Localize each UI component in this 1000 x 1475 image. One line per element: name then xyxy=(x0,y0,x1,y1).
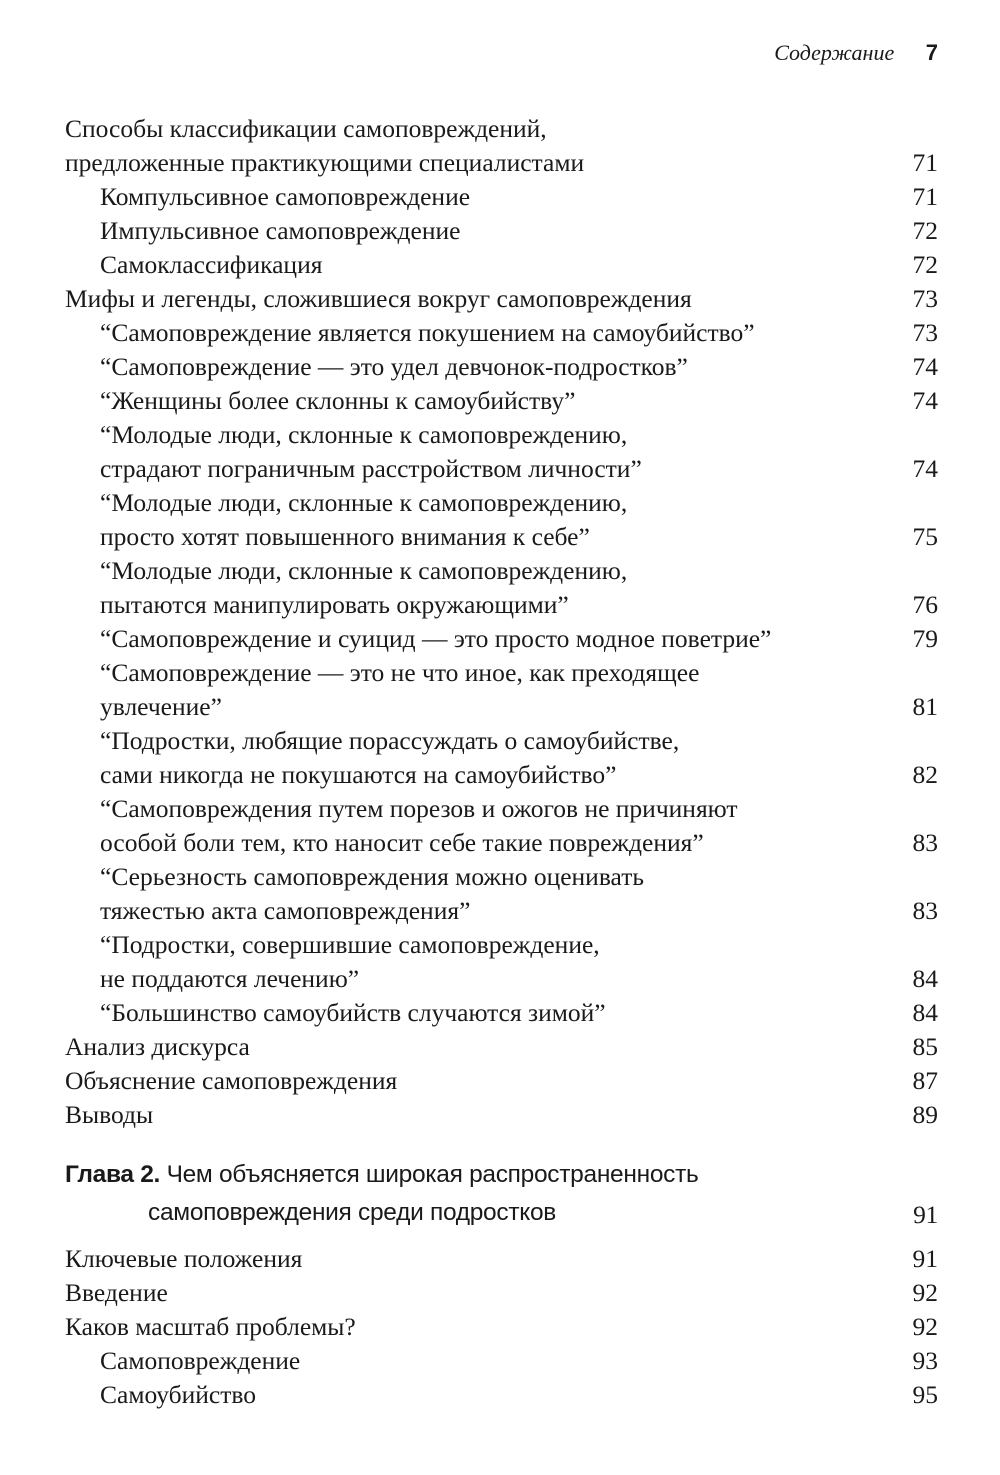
toc-entry xyxy=(0,282,1000,316)
toc-entry-title-line: тяжестью акта самоповреждения” xyxy=(100,896,471,925)
toc-entry xyxy=(0,486,1000,554)
page-number: 7 xyxy=(925,40,938,65)
toc-entry xyxy=(0,656,1000,724)
toc-entry-title-line: предложенные практикующими специалистами xyxy=(65,148,585,177)
toc-entry-title-line: “Подростки, совершившие самоповреждение, xyxy=(100,930,600,959)
toc-entry-page: 74 xyxy=(912,386,938,415)
toc-entry-title-line: Импульсивное самоповреждение xyxy=(100,216,461,245)
toc-entry xyxy=(0,384,1000,418)
toc-entry-page: 71 xyxy=(912,148,938,177)
toc-entry-title-line: Самоубийство xyxy=(100,1380,257,1409)
toc-entry-title-line: Ключевые положения xyxy=(65,1244,303,1273)
chapter-title-line-2: самоповреждения среди подростков xyxy=(148,1199,556,1226)
toc-entry-page: 79 xyxy=(912,624,938,653)
toc-entry-title-line: страдают пограничным расстройством личности” xyxy=(100,454,642,483)
toc-entry-title-line: Каков масштаб проблемы? xyxy=(65,1312,356,1341)
toc-entry xyxy=(0,1378,1000,1412)
chapter-heading xyxy=(0,1156,1000,1232)
toc-entry-title-line: сами никогда не покушаются на самоубийство” xyxy=(100,760,617,789)
toc-entry xyxy=(0,1030,1000,1064)
toc-entry xyxy=(0,350,1000,384)
toc-entry-page: 84 xyxy=(912,964,938,993)
toc-entry-title-line: “Молодые люди, склонные к самоповреждению, xyxy=(100,556,628,585)
toc-entry xyxy=(0,724,1000,792)
toc-entry-title-line: “Молодые люди, склонные к самоповреждению, xyxy=(100,420,628,449)
toc-entry-page: 92 xyxy=(912,1278,938,1307)
toc-entry xyxy=(0,792,1000,860)
toc-entry-page: 75 xyxy=(912,522,938,551)
toc-entry xyxy=(0,316,1000,350)
toc-entry-page: 83 xyxy=(912,828,938,857)
toc-entry-title-line: Объяснение самоповреждения xyxy=(65,1066,398,1095)
toc-entry-title-line: “Самоповреждение является покушением на самоубийство” xyxy=(100,318,755,347)
toc-entry xyxy=(0,622,1000,656)
toc-entry-page: 85 xyxy=(912,1032,938,1061)
running-header xyxy=(774,40,938,66)
toc-entry-title-line: Выводы xyxy=(65,1100,154,1129)
toc-entry xyxy=(0,1344,1000,1378)
toc-entry-page: 71 xyxy=(912,182,938,211)
toc-entry-title-line: “Большинство самоубийств случаются зимой” xyxy=(100,998,606,1027)
toc-entry-title-line: Самоповреждение xyxy=(100,1346,301,1375)
toc-entry-page: 73 xyxy=(912,284,938,313)
toc-entry xyxy=(0,996,1000,1030)
toc-entry-title-line: особой боли тем, кто наносит себе такие повреждения” xyxy=(100,828,704,857)
toc-entry xyxy=(0,214,1000,248)
table-of-contents xyxy=(0,112,1000,1412)
toc-entry-title-line: Введение xyxy=(65,1278,168,1307)
toc-entry-page: 72 xyxy=(912,216,938,245)
toc-entry-page: 93 xyxy=(912,1346,938,1375)
toc-entry-title-line: “Подростки, любящие порассуждать о самоубийстве, xyxy=(100,726,680,755)
toc-entry xyxy=(0,554,1000,622)
chapter-title-text: Чем объясняется широкая распространенность xyxy=(166,1161,699,1188)
toc-entry-title-line: “Самоповреждение — это не что иное, как преходящее xyxy=(100,658,700,687)
toc-entry-page: 87 xyxy=(912,1066,938,1095)
toc-entry-page: 92 xyxy=(912,1312,938,1341)
toc-entry xyxy=(0,1098,1000,1132)
toc-entry xyxy=(0,1276,1000,1310)
toc-entry-page: 81 xyxy=(912,692,938,721)
toc-entry-title-line: Компульсивное самоповреждение xyxy=(100,182,471,211)
toc-entry-title-line: “Самоповреждение и суицид — это просто модное поветрие” xyxy=(100,624,772,653)
toc-entry-title-line: просто хотят повышенного внимания к себе” xyxy=(100,522,590,551)
toc-entry-page: 91 xyxy=(912,1244,938,1273)
toc-entry xyxy=(0,112,1000,180)
toc-entry xyxy=(0,180,1000,214)
toc-entry-title-line: “Самоповреждения путем порезов и ожогов не причиняют xyxy=(100,794,738,823)
toc-entry-title-line: пытаются манипулировать окружающими” xyxy=(100,590,569,619)
toc-entry-page: 82 xyxy=(912,760,938,789)
toc-entry-page: 83 xyxy=(912,896,938,925)
running-header-title: Содержание xyxy=(774,40,895,65)
toc-entry-page: 74 xyxy=(912,352,938,381)
chapter-title-line-1 xyxy=(0,1156,1000,1194)
toc-entry-title-line: Анализ дискурса xyxy=(65,1032,250,1061)
toc-entry xyxy=(0,1310,1000,1344)
toc-entry xyxy=(0,248,1000,282)
toc-entry xyxy=(0,860,1000,928)
toc-section-chapter-2 xyxy=(0,1242,1000,1412)
toc-entry-page: 95 xyxy=(912,1380,938,1409)
toc-entry-title-line: “Молодые люди, склонные к самоповреждению, xyxy=(100,488,628,517)
toc-entry-title-line: “Женщины более склонны к самоубийству” xyxy=(100,386,576,415)
toc-entry-title-line: Самоклассификация xyxy=(100,250,323,279)
toc-entry-title-line: Способы классификации самоповреждений, xyxy=(65,114,547,143)
chapter-page-number: 91 xyxy=(913,1200,938,1229)
toc-entry xyxy=(0,418,1000,486)
toc-entry-page: 72 xyxy=(912,250,938,279)
toc-entry xyxy=(0,928,1000,996)
toc-section-chapter-1 xyxy=(0,112,1000,1132)
toc-entry-page: 89 xyxy=(912,1100,938,1129)
chapter-label: Глава 2. xyxy=(65,1161,161,1188)
toc-entry-title-line: “Серьезность самоповреждения можно оценивать xyxy=(100,862,644,891)
toc-entry xyxy=(0,1242,1000,1276)
toc-entry-title-line: не поддаются лечению” xyxy=(100,964,360,993)
toc-entry-page: 74 xyxy=(912,454,938,483)
toc-entry-title-line: Мифы и легенды, сложившиеся вокруг самоповреждения xyxy=(65,284,692,313)
toc-entry-page: 73 xyxy=(912,318,938,347)
toc-entry-page: 84 xyxy=(912,998,938,1027)
toc-entry-title-line: “Самоповреждение — это удел девчонок-подростков” xyxy=(100,352,688,381)
toc-entry-title-line: увлечение” xyxy=(100,692,222,721)
toc-entry xyxy=(0,1064,1000,1098)
toc-entry-page: 76 xyxy=(912,590,938,619)
